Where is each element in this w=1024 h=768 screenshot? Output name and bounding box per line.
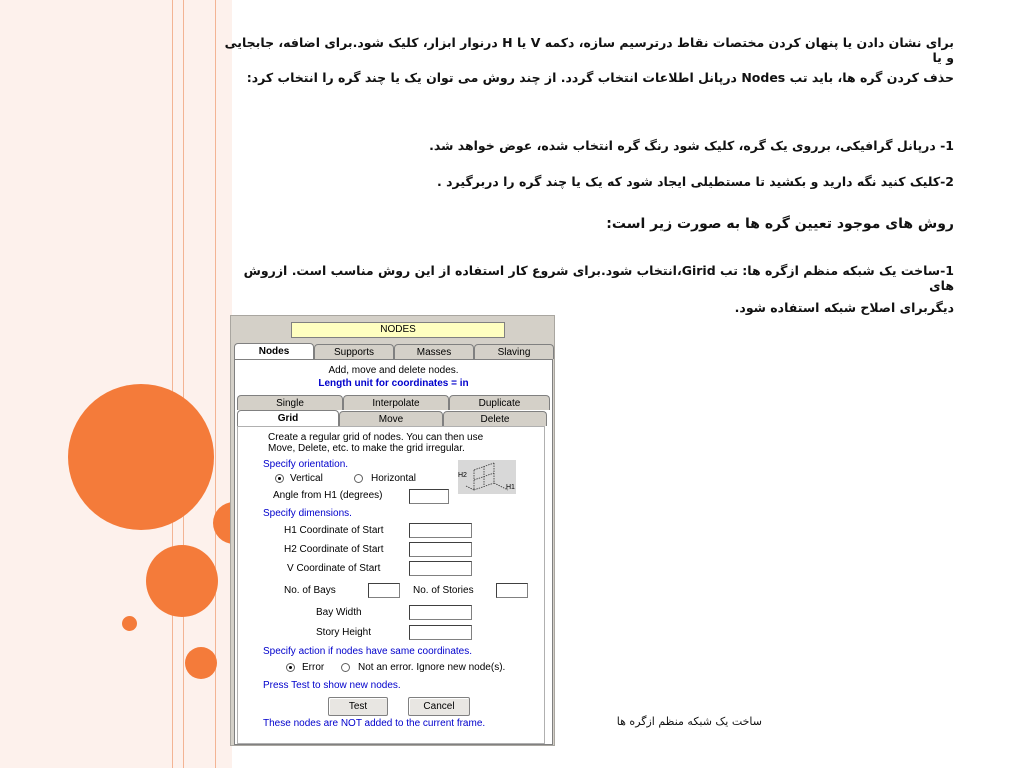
- paragraph-line: حذف کردن گره ها، باید تب Nodes درپانل اطلاعات انتخاب گردد. از چند روش می توان یک یا چند گره را انتخاب کرد:: [246, 70, 954, 85]
- stories-label: No. of Stories: [413, 585, 474, 596]
- tab-interpolate[interactable]: Interpolate: [343, 395, 449, 410]
- horizontal-label: Horizontal: [371, 473, 417, 484]
- section-heading: روش های موجود تعیین گره ها به صورت زیر است:: [606, 216, 954, 232]
- bays-input[interactable]: [368, 583, 400, 598]
- decorative-circle: [68, 384, 214, 530]
- h2-axis-label: H2: [458, 472, 467, 479]
- grid-description: Create a regular grid of nodes. You can then use: [268, 432, 484, 443]
- tab-slaving[interactable]: Slaving: [474, 344, 554, 359]
- footer-note: These nodes are NOT added to the current frame.: [263, 718, 486, 729]
- tab-supports[interactable]: Supports: [314, 344, 394, 359]
- tab-nodes[interactable]: Nodes: [234, 343, 314, 359]
- decorative-line: [172, 0, 173, 768]
- grid-tab-content: [237, 426, 545, 744]
- tab-delete[interactable]: Delete: [443, 411, 547, 426]
- intro-text: Add, move and delete nodes.: [328, 365, 459, 376]
- tab-masses[interactable]: Masses: [394, 344, 474, 359]
- v-coordinate-label: V Coordinate of Start: [287, 563, 381, 574]
- specify-action-label: Specify action if nodes have same coordinates.: [263, 646, 473, 657]
- paragraph-line: برای نشان دادن یا پنهان کردن مختصات نقاط درترسیم سازه، دکمه V یا H درنوار ابزار، کلیک شود.برای اضافه، جابجایی و یا: [224, 35, 954, 65]
- figure-caption: ساخت یک شبکه منظم ازگره ها: [616, 715, 762, 728]
- tab-grid[interactable]: Grid: [237, 410, 339, 426]
- grid-description: Move, Delete, etc. to make the grid irregular.: [268, 443, 465, 454]
- vertical-label: Vertical: [290, 473, 323, 484]
- h1-axis-label: H1: [506, 484, 515, 491]
- list-item: 2-کلیک کنید نگه دارید و بکشید تا مستطیلی ایجاد شود که یک یا چند گره را دربرگیرد .: [437, 174, 954, 189]
- decorative-line: [183, 0, 184, 768]
- error-label: Error: [302, 662, 325, 673]
- story-height-label: Story Height: [316, 627, 372, 638]
- list-item: 1- درپانل گرافیکی، برروی یک گره، کلیک شود رنگ گره انتخاب شده، عوض خواهد شد.: [429, 138, 954, 153]
- length-unit-text: Length unit for coordinates = in: [318, 378, 469, 389]
- specify-orientation-label: Specify orientation.: [263, 459, 349, 470]
- angle-label: Angle from H1 (degrees): [273, 490, 383, 501]
- bay-width-input[interactable]: [409, 605, 472, 620]
- bay-width-label: Bay Width: [316, 607, 362, 618]
- paragraph-line: 1-ساخت یک شبکه منظم ازگره ها: تب Girid،انتخاب شود.برای شروع کار استفاده از این روش مناسب است. ازروش های: [243, 263, 954, 293]
- decorative-circle: [185, 647, 217, 679]
- not-error-label: Not an error. Ignore new node(s).: [358, 662, 506, 673]
- stories-input[interactable]: [496, 583, 528, 598]
- error-radio[interactable]: [286, 663, 295, 672]
- test-button[interactable]: Test: [328, 697, 388, 716]
- v-coordinate-input[interactable]: [409, 561, 472, 576]
- press-test-label: Press Test to show new nodes.: [263, 680, 401, 691]
- horizontal-radio[interactable]: [354, 474, 363, 483]
- not-error-radio[interactable]: [341, 663, 350, 672]
- tab-single[interactable]: Single: [237, 395, 343, 410]
- tab-move[interactable]: Move: [339, 411, 443, 426]
- decorative-circle: [146, 545, 218, 617]
- h1-coordinate-input[interactable]: [409, 523, 472, 538]
- h1-coordinate-label: H1 Coordinate of Start: [284, 525, 384, 536]
- specify-dimensions-label: Specify dimensions.: [263, 508, 352, 519]
- bays-label: No. of Bays: [284, 585, 336, 596]
- angle-input[interactable]: [409, 489, 449, 504]
- nodes-tab-content: [234, 359, 553, 745]
- decorative-line: [215, 0, 216, 768]
- grid-diagram: [458, 460, 516, 494]
- cancel-button[interactable]: Cancel: [408, 697, 470, 716]
- dialog-title: NODES: [291, 322, 505, 338]
- h2-coordinate-label: H2 Coordinate of Start: [284, 544, 384, 555]
- decorative-circle: [122, 616, 137, 631]
- vertical-radio[interactable]: [275, 474, 284, 483]
- paragraph-line: دیگربرای اصلاح شبکه استفاده شود.: [734, 300, 954, 315]
- tab-duplicate[interactable]: Duplicate: [449, 395, 550, 410]
- nodes-dialog: [230, 315, 555, 746]
- story-height-input[interactable]: [409, 625, 472, 640]
- h2-coordinate-input[interactable]: [409, 542, 472, 557]
